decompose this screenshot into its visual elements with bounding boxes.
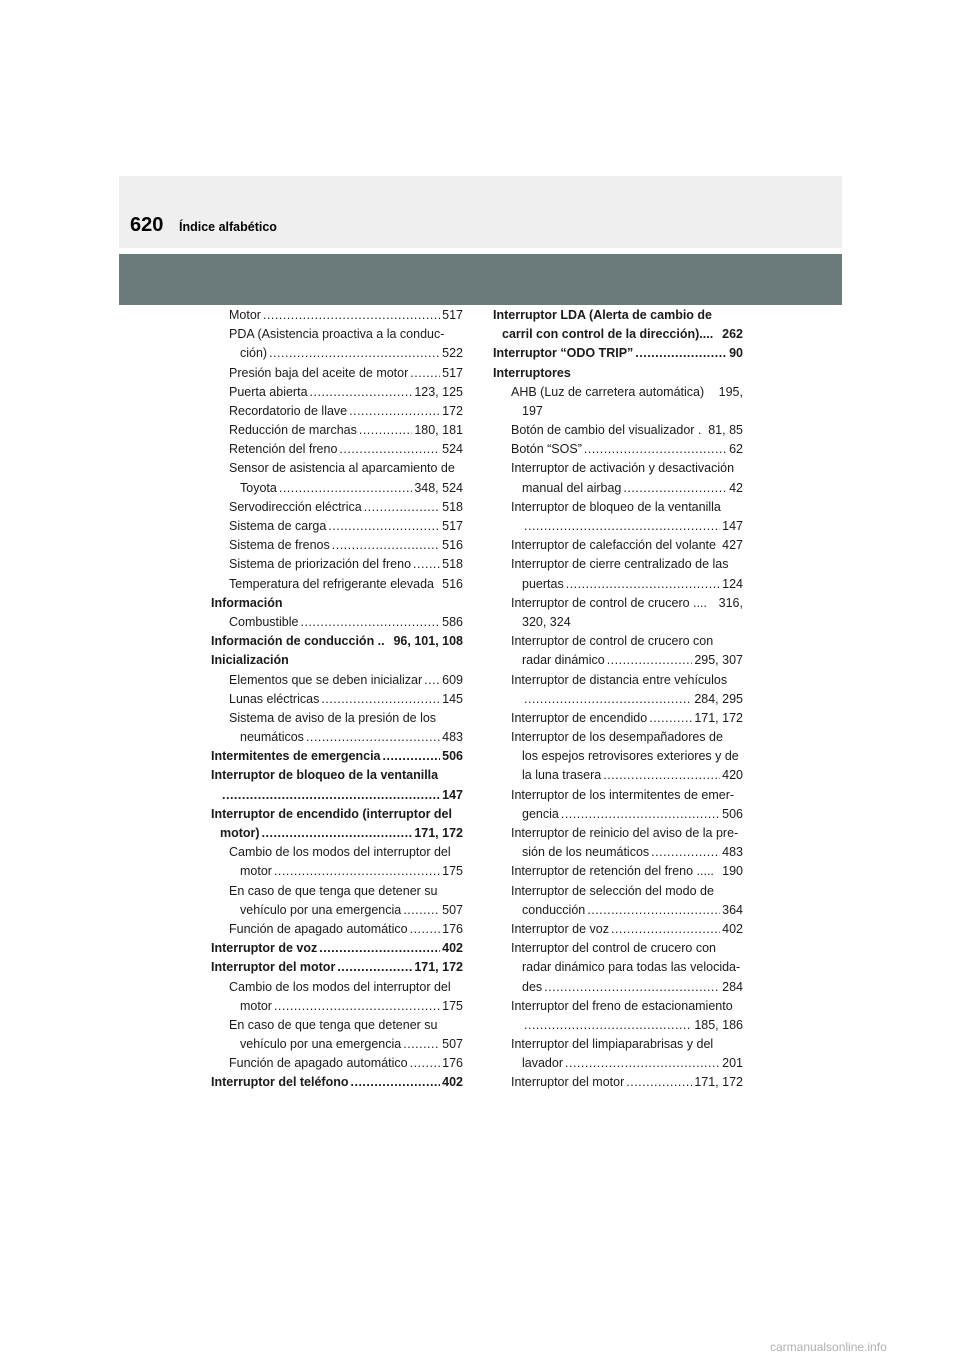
dot-leader (544, 978, 720, 997)
index-entry (493, 978, 743, 997)
index-entry-page: 586 (442, 614, 463, 629)
index-entry-text: Sistema de aviso de la presión de los (229, 710, 437, 725)
index-entry-page: 171, 172 (694, 1075, 743, 1090)
index-entry-page: 62 (729, 442, 743, 457)
dot-leader (310, 383, 413, 402)
index-entry-text: puertas (522, 576, 564, 591)
index-entry-text: Interruptor de distancia entre vehículos (511, 672, 728, 687)
index-entry-text: carril con control de la dirección).... (502, 327, 714, 342)
index-entry-text: Presión baja del aceite de motor (229, 365, 409, 380)
index-entry (211, 862, 463, 881)
index-entry-page: 81, 85 (708, 423, 743, 438)
index-entry-page: 522 (442, 346, 463, 361)
index-entry (493, 671, 743, 690)
index-entry (493, 1016, 743, 1035)
index-entry-page: 427 (722, 538, 743, 553)
dot-leader (649, 709, 692, 728)
dot-leader (623, 479, 727, 498)
index-entry-page: 147 (722, 519, 743, 534)
index-entry-text: Toyota (240, 480, 277, 495)
index-entry-text: Sistema de priorización del freno (229, 557, 412, 572)
index-entry-page: 483 (442, 730, 463, 745)
index-entry (493, 440, 743, 459)
index-entry-page: 201 (722, 1056, 743, 1071)
dot-leader (274, 862, 440, 881)
index-entry-text: des (522, 979, 543, 994)
index-entry-text: radar dinámico para todas las velocida- (522, 960, 741, 975)
index-entry (211, 344, 463, 363)
index-entry (493, 1074, 743, 1093)
index-entry-text: Interruptor del freno de estacionamiento (511, 998, 733, 1013)
index-entry (211, 939, 463, 958)
index-entry-page: 420 (722, 768, 743, 783)
index-entry (211, 402, 463, 421)
index-entry-text: sión de los neumáticos (522, 845, 650, 860)
index-entry-page: 348, 524 (414, 480, 463, 495)
index-entry-page: 402 (442, 941, 463, 956)
dot-leader (561, 805, 720, 824)
dot-leader (410, 364, 440, 383)
index-entry (493, 651, 743, 670)
index-entry-text: conducción (522, 902, 586, 917)
index-entry (211, 843, 463, 862)
index-entry (211, 958, 463, 977)
index-entry-page: 609 (442, 672, 463, 687)
index-entry (211, 747, 463, 766)
index-entry (211, 555, 463, 574)
index-entry-text: Interruptor del limpiaparabrisas y del (511, 1037, 714, 1052)
index-entry-text: 197 (522, 403, 543, 418)
index-entry (493, 555, 743, 574)
index-entry (211, 440, 463, 459)
index-entry-text: Interruptor de los desempañadores de (511, 730, 723, 745)
index-entry-text: Botón “SOS” (511, 442, 582, 457)
index-entry-text: manual del airbag (522, 480, 622, 495)
index-entry-text: motor (240, 998, 272, 1013)
index-entry (493, 402, 743, 421)
dot-leader (269, 344, 440, 363)
index-entry-page: 295, 307 (694, 653, 743, 668)
index-entry-page: 195, (718, 384, 743, 399)
index-entry-page: 483 (722, 845, 743, 860)
index-entry (211, 498, 463, 517)
index-entry (211, 1074, 463, 1093)
header-band (119, 176, 842, 248)
index-entry-text: Función de apagado automático (229, 921, 408, 936)
index-entry-page: 171, 172 (414, 960, 463, 975)
dot-leader (319, 939, 440, 958)
dot-leader (584, 440, 727, 459)
index-entry (211, 767, 463, 786)
index-entry-text: Interruptores (493, 365, 571, 380)
index-entry (493, 728, 743, 747)
index-entry-page: 506 (722, 806, 743, 821)
index-entry-page: 123, 125 (414, 384, 463, 399)
dot-leader (635, 344, 727, 363)
index-entry-page: 507 (442, 1037, 463, 1052)
index-entry-page: 96, 101, 108 (393, 634, 463, 649)
index-entry (211, 978, 463, 997)
index-entry-text: Interruptor de control de crucero .... (511, 595, 707, 610)
index-entry-text: Interruptor del motor (511, 1075, 625, 1090)
index-entry-text: Puerta abierta (229, 384, 308, 399)
index-entry-text: Inicialización (211, 653, 289, 668)
index-entry-text: Lunas eléctricas (229, 691, 320, 706)
section-color-band (119, 254, 842, 305)
index-entry-text: Intermitentes de emergencia (211, 749, 381, 764)
index-entry (211, 805, 463, 824)
index-entry-text: Interruptor del teléfono (211, 1075, 349, 1090)
index-entry (493, 517, 743, 536)
index-entry (211, 920, 463, 939)
index-entry-page: 507 (442, 902, 463, 917)
index-entry-text: Interruptor de voz (211, 941, 318, 956)
index-entry-page: 190 (722, 864, 743, 879)
dot-leader (524, 690, 692, 709)
index-entry-page: 316, (718, 595, 743, 610)
index-entry (211, 479, 463, 498)
index-entry (211, 671, 463, 690)
index-entry-text: Interruptor del motor (211, 960, 336, 975)
index-entry (493, 479, 743, 498)
index-entry-text: Temperatura del refrigerante elevada (229, 576, 434, 591)
index-entry (493, 920, 743, 939)
index-entry-text: Interruptor de cierre centralizado de las (511, 557, 729, 572)
index-entry (493, 690, 743, 709)
index-entry-text: Botón de cambio del visualizador . (511, 423, 702, 438)
index-entry-text: Interruptor de retención del freno ..... (511, 864, 714, 879)
index-entry (493, 632, 743, 651)
index-entry-text: los espejos retrovisores exteriores y de (522, 749, 739, 764)
index-entry (493, 939, 743, 958)
index-entry-page: 171, 172 (694, 710, 743, 725)
index-entry (211, 728, 463, 747)
dot-leader (603, 767, 720, 786)
dot-leader (413, 555, 440, 574)
index-entry (493, 460, 743, 479)
dot-leader (349, 402, 440, 421)
index-entry-page: 90 (729, 346, 743, 361)
index-entry-page: 262 (722, 327, 743, 342)
index-entry-text: AHB (Luz de carretera automática) (511, 384, 705, 399)
index-entry-page: 517 (442, 519, 463, 534)
index-entry-page: 517 (442, 307, 463, 322)
index-entry-text: Función de apagado automático (229, 1056, 408, 1071)
index-entry (493, 344, 743, 363)
index-entry-page: 175 (442, 864, 463, 879)
dot-leader (611, 920, 720, 939)
index-entry-text: radar dinámico (522, 653, 605, 668)
index-entry (493, 882, 743, 901)
index-entry-text: Información (211, 595, 283, 610)
index-entry (211, 651, 463, 670)
index-entry-text: gencia (522, 806, 559, 821)
index-entry-text: vehículo por una emergencia (240, 1037, 402, 1052)
dot-leader (364, 498, 440, 517)
index-entry-page: 364 (722, 902, 743, 917)
dot-leader (424, 671, 440, 690)
index-entry-page: 402 (722, 921, 743, 936)
index-entry (493, 767, 743, 786)
index-entry (493, 997, 743, 1016)
index-entry (211, 594, 463, 613)
index-entry (493, 958, 743, 977)
index-entry (493, 498, 743, 517)
index-entry (493, 901, 743, 920)
page-number: 620 (130, 214, 164, 236)
dot-leader (403, 901, 440, 920)
index-entry (493, 421, 743, 440)
dot-leader (300, 613, 440, 632)
index-entry-text: Interruptor LDA (Alerta de cambio de (493, 307, 713, 322)
index-entry-text: Sensor de asistencia al aparcamiento de (229, 461, 455, 476)
index-entry (211, 690, 463, 709)
index-entry (493, 824, 743, 843)
index-entry (493, 575, 743, 594)
index-entry-page: 518 (442, 499, 463, 514)
index-entry-text: Elementos que se deben inicializar (229, 672, 423, 687)
index-entry (211, 575, 463, 594)
index-entry (493, 364, 743, 383)
dot-leader (410, 1054, 441, 1073)
index-entry-page: 185, 186 (694, 1017, 743, 1032)
index-entry-text: Interruptor del control de crucero con (511, 941, 716, 956)
index-entry-text: Interruptor de los intermitentes de emer- (511, 787, 735, 802)
dot-leader (279, 479, 412, 498)
index-entry-page: 172 (442, 403, 463, 418)
index-entry-page: 42 (729, 480, 743, 495)
index-entry-page: 517 (442, 365, 463, 380)
index-column-left (211, 306, 463, 1093)
index-entry-text: Interruptor de bloqueo de la ventanilla (511, 499, 721, 514)
dot-leader (524, 517, 720, 536)
index-entry (211, 1054, 463, 1073)
index-entry (211, 1016, 463, 1035)
index-entry (211, 709, 463, 728)
index-entry-text: 320, 324 (522, 614, 571, 629)
index-entry-page: 402 (442, 1075, 463, 1090)
index-entry (211, 824, 463, 843)
dot-leader (566, 575, 720, 594)
index-entry (211, 517, 463, 536)
index-entry-text: Interruptor de bloqueo de la ventanilla (211, 768, 439, 783)
index-entry-text: Interruptor de encendido (interruptor del (211, 806, 452, 821)
dot-leader (222, 786, 440, 805)
index-entry-page: 176 (442, 1056, 463, 1071)
index-entry-page: 176 (442, 921, 463, 936)
index-entry-text: En caso de que tenga que detener su (229, 883, 438, 898)
index-entry (493, 1054, 743, 1073)
index-entry-text: Interruptor de reinicio del aviso de la pre- (511, 826, 739, 841)
index-entry (211, 536, 463, 555)
index-entry-text: neumáticos (240, 730, 304, 745)
index-entry (211, 325, 463, 344)
index-entry (211, 613, 463, 632)
index-entry (493, 786, 743, 805)
index-entry-page: 506 (442, 749, 463, 764)
index-entry (493, 613, 743, 632)
index-entry-page: 518 (442, 557, 463, 572)
index-entry (211, 997, 463, 1016)
dot-leader (403, 1035, 440, 1054)
index-entry-page: 284, 295 (694, 691, 743, 706)
index-entry-text: Sistema de frenos (229, 538, 330, 553)
index-entry-text: Motor (229, 307, 261, 322)
dot-leader (607, 651, 693, 670)
dot-leader (274, 997, 440, 1016)
index-entry-text: Combustible (229, 614, 299, 629)
index-entry-text: Servodirección eléctrica (229, 499, 362, 514)
index-entry (211, 364, 463, 383)
dot-leader (651, 843, 720, 862)
index-entry (211, 1035, 463, 1054)
dot-leader (321, 690, 440, 709)
index-entry-text: Interruptor de calefacción del volante (511, 538, 716, 553)
section-title: Índice alfabético (179, 220, 277, 234)
dot-leader (337, 958, 412, 977)
dot-leader (332, 536, 440, 555)
index-entry-page: 147 (442, 787, 463, 802)
dot-leader (262, 824, 413, 843)
dot-leader (306, 728, 440, 747)
index-entry-page: 516 (442, 538, 463, 553)
index-entry-page: 175 (442, 998, 463, 1013)
footer-watermark: carmanualsonline.info (770, 1340, 887, 1354)
index-entry-text: motor) (220, 826, 260, 841)
index-entry (493, 862, 743, 881)
index-entry (211, 632, 463, 651)
index-entry-text: motor (240, 864, 272, 879)
index-entry-text: En caso de que tenga que detener su (229, 1017, 438, 1032)
index-entry-page: 124 (722, 576, 743, 591)
index-entry-text: Interruptor “ODO TRIP” (493, 346, 634, 361)
index-entry (211, 421, 463, 440)
index-entry (211, 882, 463, 901)
index-entry-text: Reducción de marchas (229, 423, 357, 438)
index-entry-page: 171, 172 (414, 826, 463, 841)
index-entry (493, 843, 743, 862)
dot-leader (359, 421, 412, 440)
index-entry-text: ción) (240, 346, 268, 361)
dot-leader (328, 517, 440, 536)
index-entry-text: Interruptor de voz (511, 921, 609, 936)
index-entry-text: vehículo por una emergencia (240, 902, 402, 917)
index-entry-text: Interruptor de activación y desactivación (511, 461, 735, 476)
index-entry-text: Cambio de los modos del interruptor del (229, 979, 451, 994)
index-entry (211, 306, 463, 325)
index-entry (211, 383, 463, 402)
index-entry (211, 901, 463, 920)
index-entry-page: 180, 181 (414, 423, 463, 438)
index-column-right (493, 306, 743, 1093)
index-entry-text: la luna trasera (522, 768, 602, 783)
index-entry (493, 383, 743, 402)
index-entry-text: Sistema de carga (229, 519, 327, 534)
index-entry (493, 1035, 743, 1054)
dot-leader (351, 1074, 441, 1093)
index-entry (493, 536, 743, 555)
index-entry (211, 460, 463, 479)
index-entry-page: 284 (722, 979, 743, 994)
index-entry-page: 524 (442, 442, 463, 457)
dot-leader (565, 1054, 720, 1073)
dot-leader (263, 306, 440, 325)
dot-leader (383, 747, 441, 766)
dot-leader (410, 920, 441, 939)
index-entry (493, 306, 743, 325)
index-entry-page: 145 (442, 691, 463, 706)
index-entry-text: Información de conducción .. (211, 634, 385, 649)
dot-leader (524, 1016, 692, 1035)
index-entry (493, 747, 743, 766)
index-entry-text: Interruptor de selección del modo de (511, 883, 714, 898)
index-entry-page: 516 (442, 576, 463, 591)
index-entry-text: lavador (522, 1056, 563, 1071)
index-entry-text: Interruptor de encendido (511, 710, 648, 725)
index-entry-text: Recordatorio de llave (229, 403, 348, 418)
dot-leader (339, 440, 440, 459)
index-entry-text: Cambio de los modos del interruptor del (229, 845, 451, 860)
dot-leader (587, 901, 720, 920)
index-entry-text: PDA (Asistencia proactiva a la conduc- (229, 327, 445, 342)
index-entry (493, 594, 743, 613)
index-entry (211, 786, 463, 805)
index-entry (493, 325, 743, 344)
index-entry-text: Retención del freno (229, 442, 338, 457)
index-entry-text: Interruptor de control de crucero con (511, 634, 714, 649)
index-entry (493, 805, 743, 824)
dot-leader (626, 1074, 692, 1093)
index-entry (493, 709, 743, 728)
